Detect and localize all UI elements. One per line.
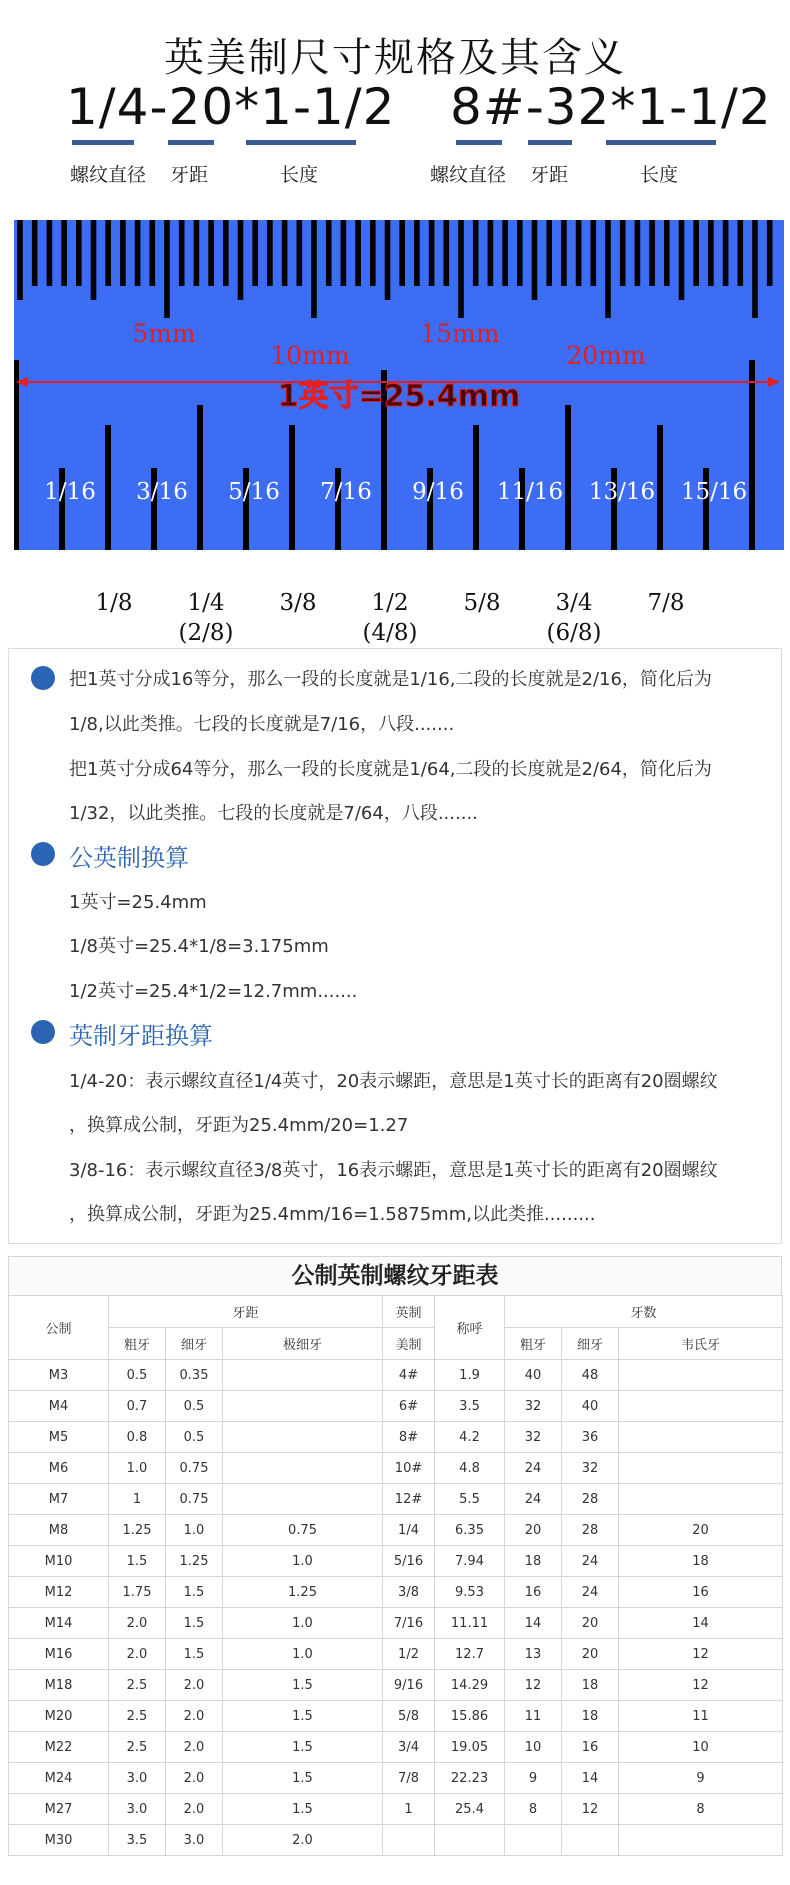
mm-tick	[341, 220, 347, 286]
info-text: 1英寸=25.4mm	[69, 892, 207, 913]
table-row	[9, 1484, 783, 1515]
section-heading-pitch: 英制牙距换算	[69, 1022, 213, 1050]
table-cell: 24	[505, 1484, 562, 1515]
table-cell: 10	[505, 1732, 562, 1763]
table-cell: 1.25	[223, 1577, 383, 1608]
eighth-sublabel: (6/8)	[546, 620, 602, 646]
eighth-sublabel: (2/8)	[178, 620, 234, 646]
mm-tick	[488, 220, 494, 286]
header-fine: 细牙	[166, 1328, 223, 1360]
mm-tick	[473, 220, 479, 286]
bullet-dot-icon	[31, 666, 55, 690]
table-cell: 24	[562, 1577, 619, 1608]
inch-tick	[14, 360, 19, 550]
table-cell: 3/4	[383, 1732, 435, 1763]
table-cell	[223, 1360, 383, 1391]
mm-tick	[517, 220, 523, 286]
table-cell: 9	[619, 1763, 783, 1794]
table-cell: 1.5	[223, 1701, 383, 1732]
mm-tick	[635, 220, 641, 286]
table-cell: 20	[505, 1515, 562, 1546]
table-cell	[619, 1391, 783, 1422]
table-row	[9, 1763, 783, 1794]
table-cell: 2.0	[166, 1763, 223, 1794]
table-title: 公制英制螺纹牙距表	[8, 1256, 782, 1295]
inch-tick	[289, 425, 295, 550]
caption-diameter-left: 螺纹直径	[70, 164, 147, 186]
bullet-dot-icon	[31, 1020, 55, 1044]
table-cell: 0.75	[223, 1515, 383, 1546]
table-cell: 14.29	[435, 1670, 505, 1701]
table-cell: 2.0	[109, 1608, 166, 1639]
spec-example-right: 8#-32*1-1/2	[450, 78, 772, 136]
table-row	[9, 1453, 783, 1484]
table-cell: 24	[562, 1546, 619, 1577]
table-cell: 2.0	[166, 1701, 223, 1732]
mm-tick	[150, 220, 156, 286]
caption-length-right: 长度	[640, 164, 679, 186]
table-cell: 7/8	[383, 1763, 435, 1794]
table-cell: 6#	[383, 1391, 435, 1422]
table-cell: 12	[619, 1670, 783, 1701]
sixteenth-label: 1/16	[44, 479, 96, 505]
table-cell: 1.75	[109, 1577, 166, 1608]
table-cell: 8#	[383, 1422, 435, 1453]
table-cell: 0.75	[166, 1453, 223, 1484]
table-cell: 20	[619, 1515, 783, 1546]
table-cell: 4#	[383, 1360, 435, 1391]
table-cell: 3.0	[109, 1763, 166, 1794]
table-cell: 12	[505, 1670, 562, 1701]
table-cell: 9	[505, 1763, 562, 1794]
table-cell: 3/8	[383, 1577, 435, 1608]
table-cell: 1.0	[223, 1608, 383, 1639]
table-cell: 12	[562, 1794, 619, 1825]
mm-tick	[620, 220, 626, 286]
table-cell	[619, 1422, 783, 1453]
table-cell: 18	[505, 1546, 562, 1577]
table-cell: 28	[562, 1484, 619, 1515]
thread-pitch-table	[8, 1295, 783, 1856]
table-cell: 18	[562, 1701, 619, 1732]
eighth-label: 3/4	[555, 590, 593, 616]
mm-tick	[385, 220, 391, 300]
sixteenth-label: 11/16	[496, 479, 564, 505]
table-cell: 20	[562, 1639, 619, 1670]
table-cell	[619, 1360, 783, 1391]
mm-tick	[693, 220, 699, 286]
table-cell: 12.7	[435, 1639, 505, 1670]
table-cell: 28	[562, 1515, 619, 1546]
header-metric: 公制	[9, 1296, 109, 1360]
table-cell: 3.0	[109, 1794, 166, 1825]
mm-tick	[61, 220, 67, 286]
sixteenth-label: 5/16	[228, 479, 280, 505]
table-cell: 1.0	[166, 1515, 223, 1546]
mm-tick	[267, 220, 273, 286]
table-cell	[619, 1453, 783, 1484]
header-tpi-fine: 细牙	[562, 1328, 619, 1360]
info-text: 1/8英寸=25.4*1/8=3.175mm	[69, 936, 329, 957]
section-heading-metric: 公英制换算	[69, 844, 189, 872]
table-cell: 2.0	[166, 1794, 223, 1825]
eighth-label: 1/4	[187, 590, 225, 616]
table-cell: 13	[505, 1639, 562, 1670]
sixteenth-label: 7/16	[320, 479, 372, 505]
table-cell: M3	[9, 1360, 109, 1391]
info-text: 把1英寸分成64等分，那么一段的长度就是1/64,二段的长度就是2/64，简化后为	[69, 759, 712, 780]
table-cell: 11	[619, 1701, 783, 1732]
info-text: 3/8-16：表示螺纹直径3/8英寸，16表示螺距，意思是1英寸长的距离有20圈螺纹	[69, 1160, 718, 1181]
table-cell: 2.0	[223, 1825, 383, 1856]
table-cell: M6	[9, 1453, 109, 1484]
table-cell: M4	[9, 1391, 109, 1422]
table-cell	[223, 1422, 383, 1453]
table-cell: 15.86	[435, 1701, 505, 1732]
table-cell: 40	[505, 1360, 562, 1391]
underline-diameter-right	[456, 140, 502, 145]
table-cell: 12#	[383, 1484, 435, 1515]
mm-tick	[561, 220, 567, 286]
table-cell: 3.5	[435, 1391, 505, 1422]
mm-tick	[311, 220, 317, 318]
table-cell: 0.7	[109, 1391, 166, 1422]
table-row	[9, 1422, 783, 1453]
sixteenth-label: 15/16	[680, 479, 748, 505]
eighth-label: 3/8	[279, 590, 317, 616]
table-cell: M7	[9, 1484, 109, 1515]
mm-label-10: 10mm	[270, 341, 350, 370]
table-body	[9, 1360, 783, 1856]
table-row	[9, 1360, 783, 1391]
table-cell: 16	[619, 1577, 783, 1608]
table-cell: 5.5	[435, 1484, 505, 1515]
eighth-label: 5/8	[463, 590, 501, 616]
table-cell: 3.0	[166, 1825, 223, 1856]
table-cell: 1.5	[223, 1732, 383, 1763]
caption-length-left: 长度	[280, 164, 319, 186]
table-cell: 18	[562, 1670, 619, 1701]
table-cell: 22.23	[435, 1763, 505, 1794]
table-row	[9, 1515, 783, 1546]
mm-tick	[76, 220, 82, 286]
caption-pitch-right: 牙距	[530, 164, 569, 186]
mm-tick	[399, 220, 405, 286]
mm-tick	[502, 220, 508, 286]
table-cell: 1.5	[166, 1608, 223, 1639]
pitch-table	[8, 1256, 782, 1856]
mm-tick	[370, 220, 376, 286]
header-tpi-coarse: 粗牙	[505, 1328, 562, 1360]
table-cell: 1.5	[223, 1763, 383, 1794]
header-coarse: 粗牙	[109, 1328, 166, 1360]
mm-tick	[208, 220, 214, 286]
table-cell: 1.5	[109, 1546, 166, 1577]
table-cell: M8	[9, 1515, 109, 1546]
table-cell: 8	[619, 1794, 783, 1825]
table-cell: 16	[505, 1577, 562, 1608]
table-cell: 1.9	[435, 1360, 505, 1391]
table-cell: 2.0	[166, 1670, 223, 1701]
mm-tick	[738, 220, 744, 286]
table-cell: 0.8	[109, 1422, 166, 1453]
table-row	[9, 1732, 783, 1763]
table-row	[9, 1608, 783, 1639]
table-cell	[223, 1453, 383, 1484]
mm-tick	[91, 220, 97, 300]
underline-length-left	[246, 140, 356, 145]
table-cell: 1.0	[223, 1639, 383, 1670]
eighth-sublabel: (4/8)	[362, 620, 418, 646]
table-cell: M22	[9, 1732, 109, 1763]
table-row	[9, 1670, 783, 1701]
table-cell: 18	[619, 1546, 783, 1577]
table-cell: 4.8	[435, 1453, 505, 1484]
mm-tick	[605, 220, 611, 318]
caption-pitch-left: 牙距	[170, 164, 209, 186]
table-cell: M12	[9, 1577, 109, 1608]
table-cell: 25.4	[435, 1794, 505, 1825]
table-row	[9, 1701, 783, 1732]
table-cell: M5	[9, 1422, 109, 1453]
mm-tick	[767, 220, 773, 286]
underline-diameter-left	[72, 140, 134, 145]
table-cell: 2.5	[109, 1670, 166, 1701]
table-cell: 11	[505, 1701, 562, 1732]
table-cell	[383, 1825, 435, 1856]
underline-pitch-right	[528, 140, 572, 145]
mm-tick	[576, 220, 582, 286]
table-cell: 1.5	[166, 1639, 223, 1670]
table-cell: 0.35	[166, 1360, 223, 1391]
table-cell: M20	[9, 1701, 109, 1732]
mm-tick	[120, 220, 126, 286]
info-text: 把1英寸分成16等分，那么一段的长度就是1/16,二段的长度就是2/16，简化后为	[69, 669, 712, 690]
eighth-label: 1/8	[95, 590, 133, 616]
mm-tick	[238, 220, 244, 300]
mm-tick	[546, 220, 552, 286]
table-cell	[223, 1484, 383, 1515]
table-cell: 32	[562, 1453, 619, 1484]
eighth-label: 1/2	[371, 590, 409, 616]
mm-tick	[326, 220, 332, 286]
table-cell: 3.5	[109, 1825, 166, 1856]
header-tpi: 牙数	[505, 1296, 783, 1328]
inch-label: 1英寸=25.4mm	[277, 379, 521, 414]
header-whitworth: 韦氏牙	[619, 1328, 783, 1360]
table-cell: 16	[562, 1732, 619, 1763]
underline-length-right	[606, 140, 716, 145]
header-imperial-1: 英制	[383, 1296, 435, 1328]
table-cell	[562, 1825, 619, 1856]
info-panel	[8, 648, 782, 1244]
table-cell: 12	[619, 1639, 783, 1670]
table-cell: 32	[505, 1391, 562, 1422]
table-cell: M16	[9, 1639, 109, 1670]
mm-tick	[223, 220, 229, 286]
mm-tick	[752, 220, 758, 318]
table-cell: 7/16	[383, 1608, 435, 1639]
mm-tick	[429, 220, 435, 286]
table-cell: 11.11	[435, 1608, 505, 1639]
bullet-dot-icon	[31, 842, 55, 866]
mm-tick	[135, 220, 141, 286]
mm-tick	[47, 220, 53, 286]
spec-example-left: 1/4-20*1-1/2	[66, 78, 396, 136]
table-cell: 14	[505, 1608, 562, 1639]
table-cell: 1	[109, 1484, 166, 1515]
table-cell: 7.94	[435, 1546, 505, 1577]
header-imperial-2: 美制	[383, 1328, 435, 1360]
mm-label-15: 15mm	[420, 319, 500, 348]
table-cell: 2.5	[109, 1701, 166, 1732]
mm-tick	[282, 220, 288, 286]
table-cell: 2.5	[109, 1732, 166, 1763]
table-cell: 1/2	[383, 1639, 435, 1670]
inch-tick	[657, 425, 663, 550]
header-pitch: 牙距	[109, 1296, 383, 1328]
info-text: 1/32，以此类推。七段的长度就是7/64，八段.......	[69, 803, 478, 824]
info-text: ，换算成公制，牙距为25.4mm/16=1.5875mm,以此类推.........	[69, 1204, 596, 1225]
table-cell: M24	[9, 1763, 109, 1794]
underline-pitch-left	[168, 140, 214, 145]
table-cell: 32	[505, 1422, 562, 1453]
mm-label-20: 20mm	[566, 341, 646, 370]
table-cell: 0.5	[109, 1360, 166, 1391]
table-cell	[619, 1825, 783, 1856]
table-cell: 1/4	[383, 1515, 435, 1546]
table-cell: 36	[562, 1422, 619, 1453]
table-row	[9, 1391, 783, 1422]
table-cell: 20	[562, 1608, 619, 1639]
table-cell: M10	[9, 1546, 109, 1577]
table-cell: 5/16	[383, 1546, 435, 1577]
table-cell: 10	[619, 1732, 783, 1763]
table-cell: 48	[562, 1360, 619, 1391]
mm-tick	[664, 220, 670, 286]
table-row	[9, 1577, 783, 1608]
mm-tick	[194, 220, 200, 286]
mm-tick	[532, 220, 538, 300]
info-text: ，换算成公制，牙距为25.4mm/20=1.27	[69, 1115, 409, 1136]
table-cell: M30	[9, 1825, 109, 1856]
page-title: 英美制尺寸规格及其含义	[164, 35, 626, 81]
table-cell: M27	[9, 1794, 109, 1825]
table-cell: 0.5	[166, 1391, 223, 1422]
mm-tick	[458, 220, 464, 318]
table-cell	[435, 1825, 505, 1856]
table-cell: 19.05	[435, 1732, 505, 1763]
inch-tick	[749, 360, 755, 550]
table-cell: 1.0	[109, 1453, 166, 1484]
table-cell	[619, 1484, 783, 1515]
table-row	[9, 1639, 783, 1670]
mm-tick	[32, 220, 38, 286]
mm-tick	[355, 220, 361, 286]
table-cell: 1.5	[223, 1670, 383, 1701]
mm-tick	[649, 220, 655, 286]
mm-tick	[679, 220, 685, 300]
info-text: 1/4-20：表示螺纹直径1/4英寸，20表示螺距，意思是1英寸长的距离有20圈螺纹	[69, 1071, 718, 1092]
table-cell: 9.53	[435, 1577, 505, 1608]
table-cell: 0.75	[166, 1484, 223, 1515]
table-cell: 5/8	[383, 1701, 435, 1732]
header-extra-fine: 极细牙	[223, 1328, 383, 1360]
sixteenth-label: 3/16	[136, 479, 188, 505]
table-cell: 2.0	[109, 1639, 166, 1670]
inch-tick	[105, 425, 111, 550]
table-cell: 10#	[383, 1453, 435, 1484]
table-cell: 1.5	[166, 1577, 223, 1608]
sixteenth-label: 9/16	[412, 479, 464, 505]
header-nominal: 称呼	[435, 1296, 505, 1360]
table-cell: 24	[505, 1453, 562, 1484]
mm-tick	[414, 220, 420, 286]
mm-tick	[723, 220, 729, 286]
inch-tick	[565, 405, 571, 550]
table-cell	[223, 1391, 383, 1422]
table-row	[9, 1546, 783, 1577]
mm-tick	[297, 220, 303, 286]
table-cell: 4.2	[435, 1422, 505, 1453]
inch-tick	[197, 405, 203, 550]
mm-tick	[252, 220, 258, 286]
mm-tick	[17, 220, 23, 300]
table-cell: 14	[619, 1608, 783, 1639]
table-cell: 9/16	[383, 1670, 435, 1701]
table-cell: 8	[505, 1794, 562, 1825]
info-text: 1/2英寸=25.4*1/2=12.7mm.......	[69, 981, 358, 1002]
table-cell: 1	[383, 1794, 435, 1825]
mm-tick	[444, 220, 450, 286]
table-row	[9, 1794, 783, 1825]
table-cell: 1.25	[166, 1546, 223, 1577]
table-row	[9, 1825, 783, 1856]
table-cell: 2.0	[166, 1732, 223, 1763]
mm-tick	[179, 220, 185, 286]
info-text: 1/8,以此类推。七段的长度就是7/16，八段.......	[69, 714, 455, 735]
eighth-label: 7/8	[647, 590, 685, 616]
table-cell: 14	[562, 1763, 619, 1794]
table-cell: 1.0	[223, 1546, 383, 1577]
table-cell: M18	[9, 1670, 109, 1701]
ruler-illustration	[14, 220, 784, 550]
table-cell: M14	[9, 1608, 109, 1639]
table-cell: 1.5	[223, 1794, 383, 1825]
caption-diameter-right: 螺纹直径	[430, 164, 507, 186]
table-cell: 0.5	[166, 1422, 223, 1453]
mm-label-5: 5mm	[132, 319, 196, 348]
table-cell	[505, 1825, 562, 1856]
inch-tick	[473, 425, 479, 550]
mm-tick	[591, 220, 597, 286]
table-cell: 6.35	[435, 1515, 505, 1546]
table-cell: 40	[562, 1391, 619, 1422]
sixteenth-label: 13/16	[588, 479, 656, 505]
table-cell: 1.25	[109, 1515, 166, 1546]
mm-tick	[164, 220, 170, 318]
mm-tick	[105, 220, 111, 286]
mm-tick	[708, 220, 714, 286]
